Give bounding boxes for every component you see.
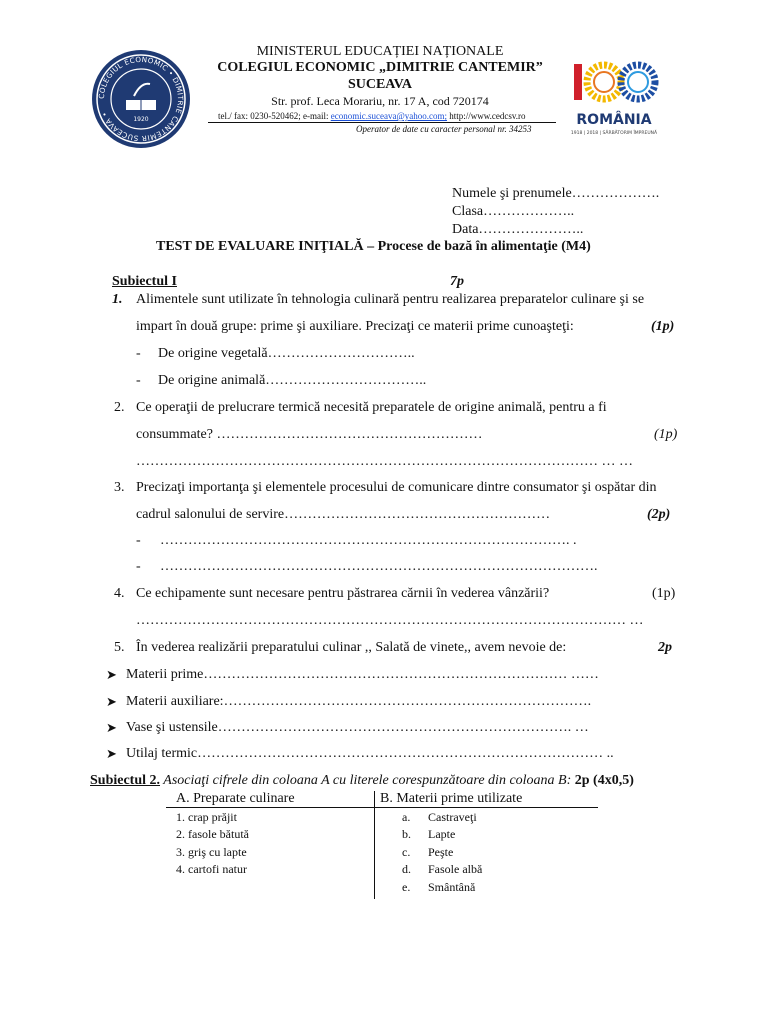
q3-points: (2p)	[647, 507, 671, 522]
col-b-header: B. Materii prime utilizate	[380, 791, 523, 806]
q5-item-materii-prime[interactable]: Materii prime…………………………………………………………………… ……	[126, 667, 599, 682]
arrow-bullet-icon: ➤	[106, 667, 117, 682]
col-a-item: 1. crap prăjit	[176, 810, 237, 824]
col-b-letter: a.	[402, 810, 411, 824]
col-a-item: 4. cartofi natur	[176, 862, 247, 876]
q1-answer-animal[interactable]: De origine animală……………………………..	[158, 373, 427, 388]
col-b-item: Castraveţi	[428, 810, 477, 824]
q4-text: Ce echipamente sunt necesare pentru păstrarea cărnii în vederea vânzării?	[136, 586, 550, 601]
subject2-instruction: Asociaţi cifrele din coloana A cu literele corespunzătoare din coloana B:	[160, 773, 575, 788]
romania-subtitle: 1918 | 2018 | SĂRBĂTORIM ÎMPREUNĂ	[570, 131, 658, 136]
q5-text: În vederea realizării preparatului culinar ,, Salată de vinete,, avem nevoie de:	[136, 640, 567, 655]
header-divider	[208, 122, 556, 123]
col-b-item: Smântână	[428, 880, 476, 894]
q1-number: 1.	[112, 292, 123, 307]
romania-title: ROMÂNIA	[576, 112, 652, 128]
q2-number: 2.	[114, 400, 125, 415]
q4-number: 4.	[114, 586, 125, 601]
col-b-letter: e.	[402, 880, 411, 894]
arrow-bullet-icon: ➤	[106, 746, 117, 761]
q3-dash-a: -	[136, 533, 141, 548]
col-b-letter: c.	[402, 845, 411, 859]
q2-answer-dots[interactable]: ……………………………………………………………………………………… … …	[136, 454, 633, 469]
test-title: TEST DE EVALUARE INIŢIALĂ – Procese de bază în alimentaţie (M4)	[156, 239, 591, 254]
operator-note: Operator de date cu caracter personal nr. 34253	[356, 124, 532, 134]
q2-points: (1p)	[654, 427, 678, 442]
q4-answer-dots[interactable]: …………………………………………………………………………………………… …	[136, 613, 644, 628]
q1-text-line1: Alimentele sunt utilizate în tehnologia culinară pentru realizarea preparatelor culinare şi se	[136, 292, 645, 307]
table-column-divider	[374, 791, 375, 899]
q1-answer-vegetal[interactable]: De origine vegetală…………………………..	[158, 346, 415, 361]
address: Str. prof. Leca Morariu, nr. 17 A, cod 720174	[271, 94, 489, 108]
email-link[interactable]: economic.suceava@yahoo.com;	[330, 111, 447, 121]
col-a-header: A. Preparate culinare	[176, 791, 295, 806]
q3-text-line1: Precizaţi importanţa şi elementele procesului de comunicare dintre consumator şi ospătar din	[136, 480, 657, 495]
q4-points: (1p)	[652, 586, 676, 601]
col-b-item: Fasole albă	[428, 862, 483, 876]
q2-text-line2[interactable]: consummate? …………………………………………………	[136, 427, 483, 442]
q3-answer-b[interactable]: ………………………………………………………………………………….	[160, 559, 598, 574]
logo-ring-text: COLEGIUL ECONOMIC • DIMITRIE CANTEMIR SUCEAVA •	[96, 54, 186, 144]
subject2-points: 2p (4x0,5)	[574, 773, 634, 788]
date-field[interactable]: Data…………………..	[452, 222, 584, 237]
class-field[interactable]: Clasa………………..	[452, 204, 575, 219]
subject1-heading: Subiectul I	[112, 274, 177, 289]
col-b-letter: b.	[402, 827, 411, 841]
col-b-item: Lapte	[428, 827, 456, 841]
table-header-divider	[166, 807, 598, 808]
q1-dash-a: -	[136, 346, 141, 361]
subject2-line	[90, 773, 634, 789]
school-name: COLEGIUL ECONOMIC „DIMITRIE CANTEMIR”	[217, 60, 543, 75]
ministry-name: MINISTERUL EDUCAȚIEI NAȚIONALE	[256, 44, 504, 59]
col-b-item: Peşte	[428, 845, 454, 859]
q3-number: 3.	[114, 480, 125, 495]
name-field[interactable]: Numele şi prenumele……………….	[452, 186, 660, 201]
q2-text-line1: Ce operaţii de prelucrare termică necesită preparatele de origine animală, pentru a fi	[136, 400, 607, 415]
q5-item-materii-auxiliare[interactable]: Materii auxiliare:…………………………………………………………………….	[126, 694, 592, 709]
col-a-item: 2. fasole bătută	[176, 827, 249, 841]
q5-item-utilaj-termic[interactable]: Utilaj termic…………………………………………………………………………… ..	[126, 746, 614, 761]
arrow-bullet-icon: ➤	[106, 720, 117, 735]
logo-year: 1920	[133, 116, 149, 123]
website[interactable]: http://www.cedcsv.ro	[446, 111, 526, 121]
romania-100-logo	[568, 58, 660, 142]
q1-text-line2: impart în două grupe: prime şi auxiliare. Precizaţi ce materii prime cunoaşteţi:	[136, 319, 574, 334]
q1-points: (1p)	[651, 319, 675, 334]
q3-dash-b: -	[136, 559, 141, 574]
q5-item-vase-ustensile[interactable]: Vase şi ustensile…………………………………………………………………. …	[126, 720, 589, 735]
contact-phone: tel./ fax: 0230-520462; e-mail:	[218, 111, 331, 121]
q5-number: 5.	[114, 640, 125, 655]
q3-text-line2[interactable]: cadrul salonului de servire…………………………………………………	[136, 507, 551, 522]
q3-answer-a[interactable]: ……………………………………………………………………………. .	[160, 533, 577, 548]
contact-line	[218, 111, 526, 121]
arrow-bullet-icon: ➤	[106, 694, 117, 709]
subject2-heading: Subiectul 2.	[90, 773, 161, 788]
col-a-item: 3. griş cu lapte	[176, 845, 247, 859]
q5-points: 2p	[658, 640, 672, 655]
city-name: SUCEAVA	[347, 77, 413, 92]
subject1-points: 7p	[450, 274, 464, 289]
q1-dash-b: -	[136, 373, 141, 388]
col-b-letter: d.	[402, 862, 411, 876]
